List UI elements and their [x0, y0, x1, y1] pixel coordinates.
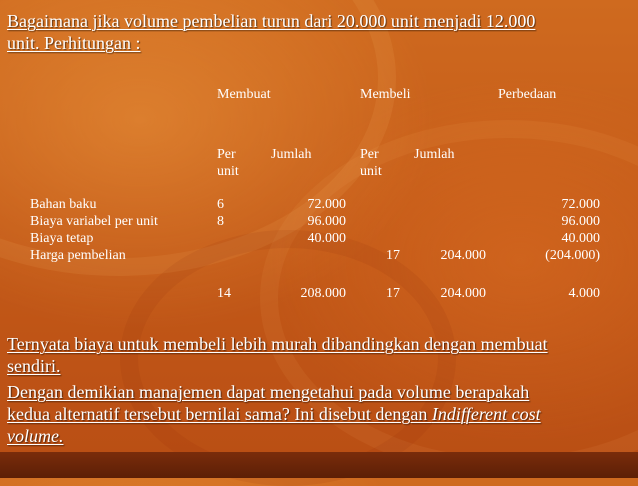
bottom-bar: [0, 452, 638, 478]
subheader-buy-jumlah: Jumlah: [414, 147, 455, 162]
row-make-total: 40.000: [307, 231, 346, 246]
header-membuat: Membuat: [217, 87, 271, 102]
title-line: Bagaimana jika volume pembelian turun dari 20.000 unit menjadi 12.000: [7, 11, 536, 31]
total-buy-per: 17: [386, 286, 400, 301]
row-diff: 72.000: [561, 197, 600, 212]
paragraph-line: Dengan demikian manajemen dapat mengetahui pada volume berapakah: [7, 382, 530, 402]
row-label: Biaya variabel per unit: [30, 214, 158, 229]
subheader-make-per-unit: unit: [217, 164, 239, 179]
subheader-make-per: Per: [217, 147, 236, 162]
total-buy-total: 204.000: [440, 286, 486, 301]
conclusion-paragraph: [7, 333, 632, 377]
row-buy-per: 17: [386, 248, 400, 263]
paragraph-line: Ternyata biaya untuk membeli lebih murah dibandingkan dengan membuat: [7, 334, 548, 354]
row-make-per: 8: [217, 214, 224, 229]
subheader-make-jumlah: Jumlah: [271, 147, 312, 162]
header-perbedaan: Perbedaan: [498, 87, 557, 102]
row-diff: 96.000: [561, 214, 600, 229]
row-make-per: 6: [217, 197, 224, 212]
row-label: Harga pembelian: [30, 248, 126, 263]
total-make-total: 208.000: [300, 286, 346, 301]
total-diff: 4.000: [568, 286, 600, 301]
header-membeli: Membeli: [360, 87, 411, 102]
slide-title: [7, 10, 627, 54]
row-label: Bahan baku: [30, 197, 97, 212]
paragraph-line: [7, 403, 632, 425]
total-make-per: 14: [217, 286, 231, 301]
row-label: Biaya tetap: [30, 231, 94, 246]
paragraph-text: kedua alternatif tersebut bernilai sama? Ini disebut dengan: [7, 404, 432, 424]
row-make-total: 72.000: [307, 197, 346, 212]
italic-term: volume.: [7, 426, 64, 446]
title-line: unit. Perhitungan :: [7, 33, 141, 53]
subheader-buy-per-unit: unit: [360, 164, 382, 179]
row-buy-total: 204.000: [440, 248, 486, 263]
row-diff: (204.000): [545, 248, 600, 263]
italic-term: Indifferent cost: [431, 404, 541, 424]
row-make-total: 96.000: [307, 214, 346, 229]
row-diff: 40.000: [561, 231, 600, 246]
paragraph-line: [7, 425, 632, 447]
indifferent-cost-paragraph: [7, 381, 632, 447]
subheader-buy-per: Per: [360, 147, 379, 162]
paragraph-line: sendiri.: [7, 356, 61, 376]
